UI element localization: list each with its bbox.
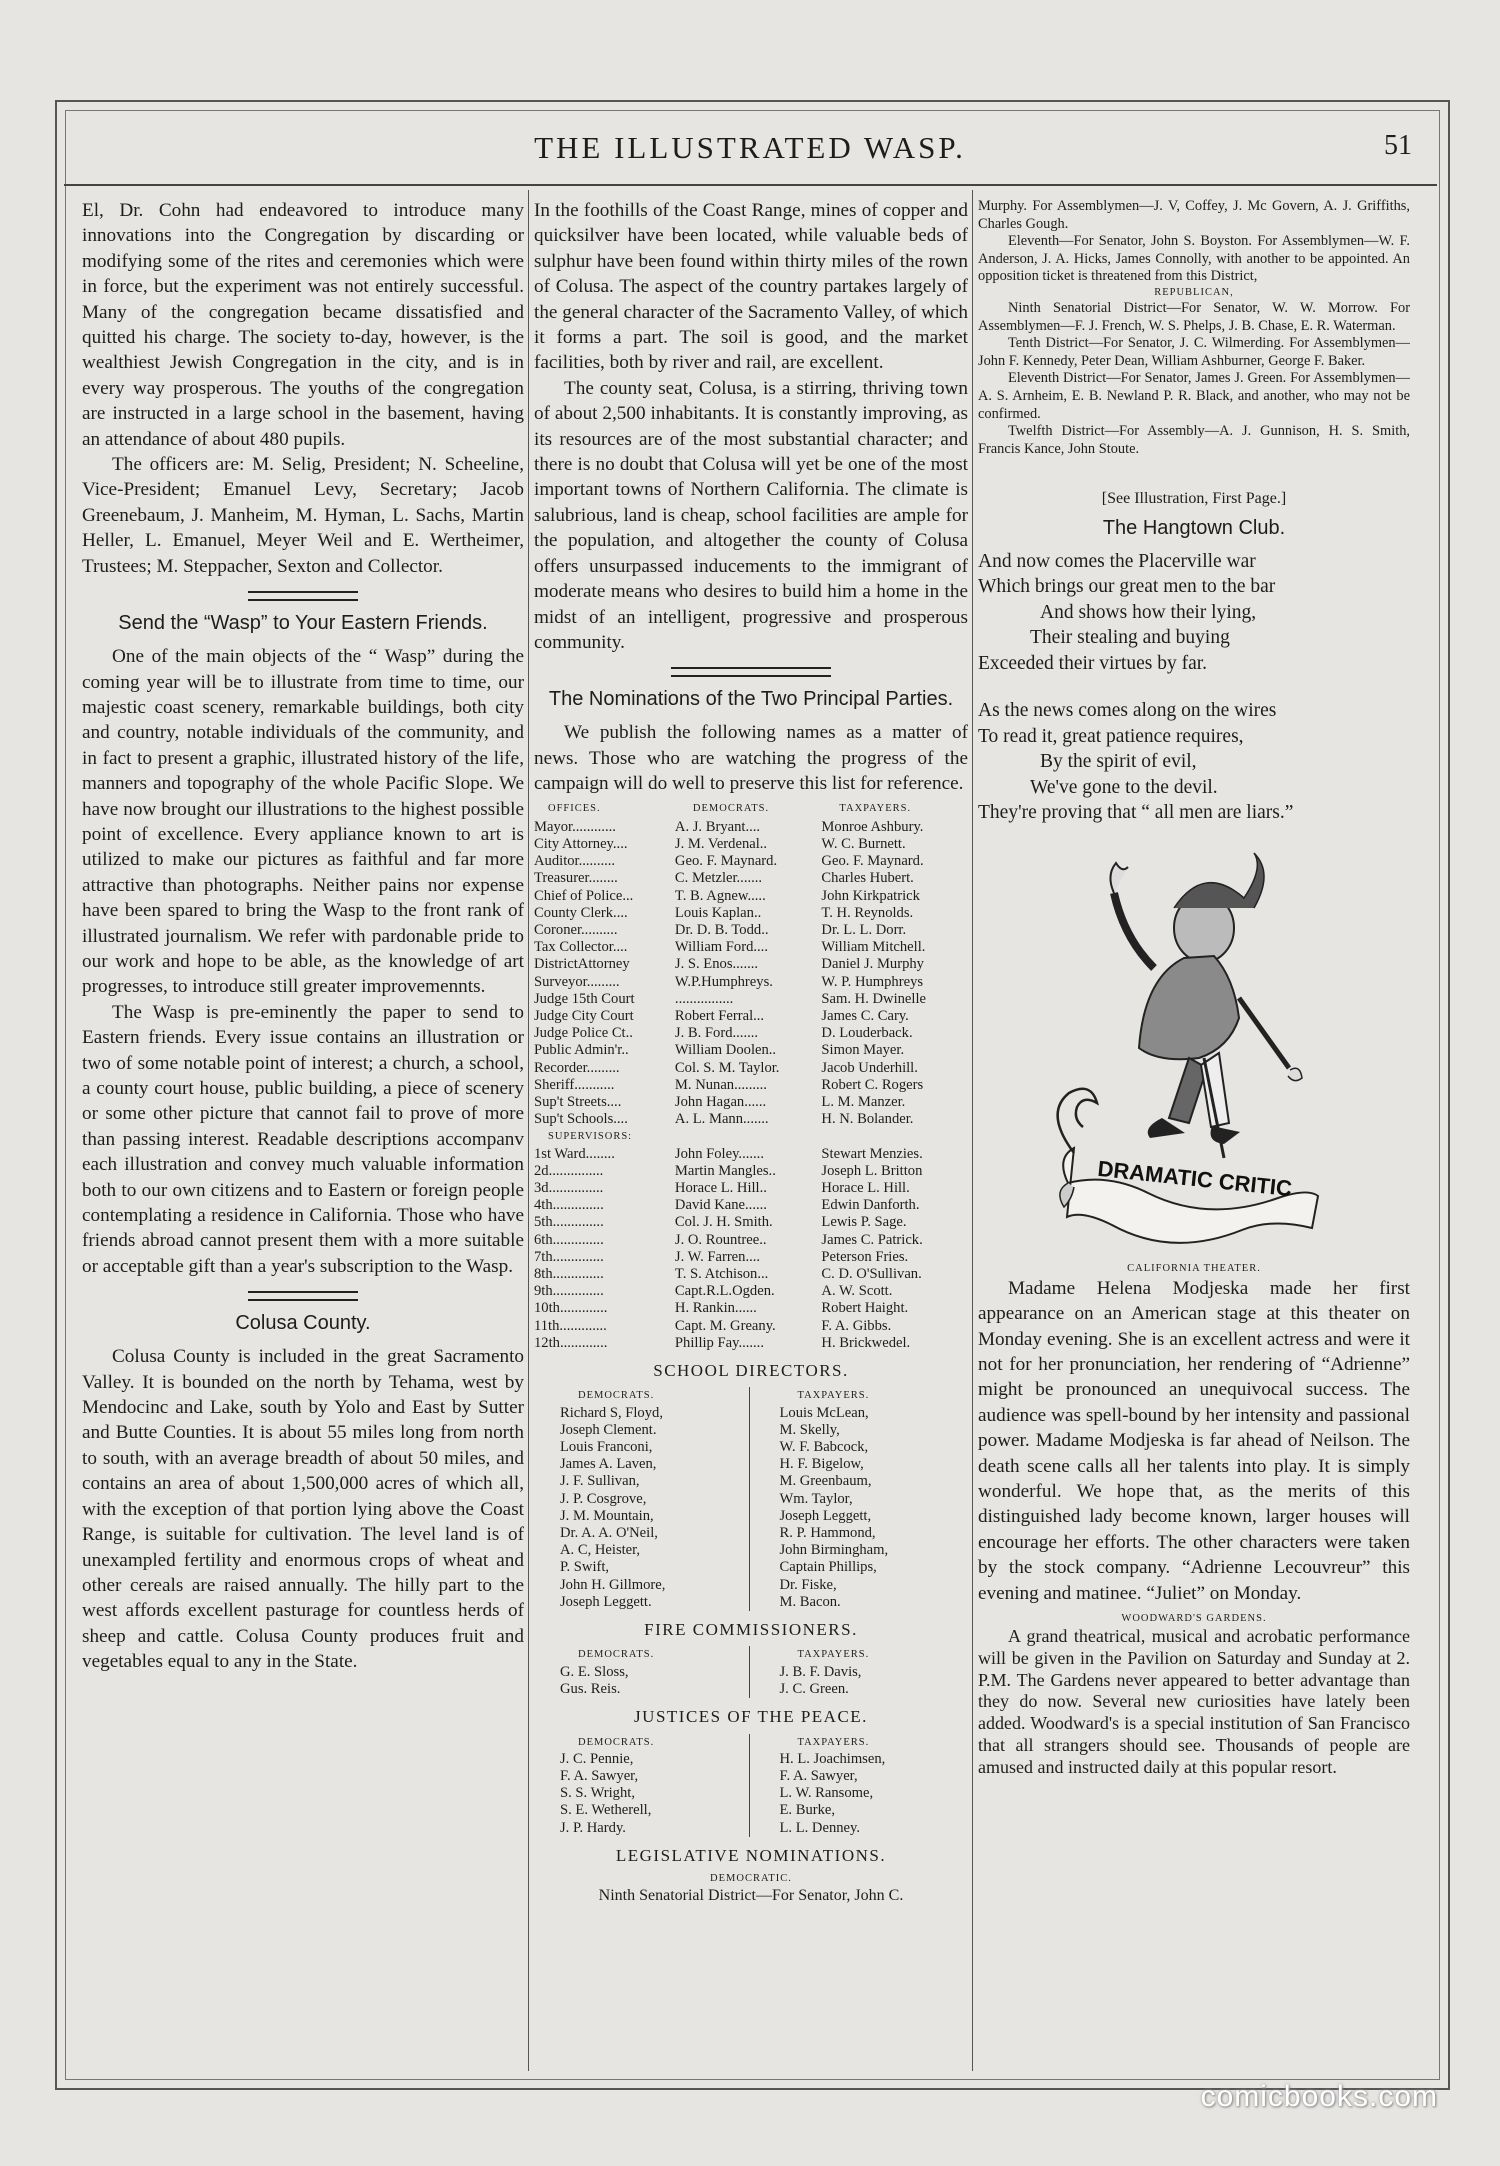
table-cell: 8th.............. — [534, 1266, 604, 1283]
table-cell: ................ — [674, 990, 734, 1007]
list-item: L. L. Denney. — [779, 1819, 861, 1836]
list-item: Louis Franconi, — [560, 1439, 653, 1456]
section-rule — [671, 667, 831, 677]
table-row — [534, 1283, 968, 1300]
table-cell: T. B. Agnew..... — [674, 887, 766, 904]
nominations-heading: The Nominations of the Two Principal Parties. — [548, 688, 954, 711]
table-cell: 7th.............. — [534, 1248, 604, 1265]
table-cell: William Mitchell. — [821, 939, 926, 956]
table-cell: W. C. Burnett. — [821, 835, 906, 852]
table-cell: A. J. Bryant.... — [674, 818, 761, 835]
table-row — [534, 853, 968, 870]
table-header-cell: OFFICES. — [548, 802, 601, 814]
table-cell: Louis Kaplan.. — [674, 904, 762, 921]
table-cell: Col. S. M. Taylor. — [674, 1059, 780, 1076]
table-cell: James C. Cary. — [821, 1007, 909, 1024]
fire-commissioners-title: FIRE COMMISSIONERS. — [644, 1620, 858, 1640]
list-item: M. Greenbaum, — [779, 1473, 872, 1490]
table-row — [534, 1042, 968, 1059]
table-cell: Sheriff........... — [534, 1076, 615, 1093]
banner-text: DRAMATIC CRITIC — [1096, 1155, 1294, 1201]
table-cell: 12th............. — [534, 1334, 608, 1351]
list-item: G. E. Sloss, — [560, 1663, 629, 1680]
column-1 — [82, 198, 524, 2061]
republican-ninth: Ninth Senatorial District—For Senator, W. W. Morrow. For Assemblymen—F. J. French, W. S. Phelps, J. B. Chase, E. R. Waterman. — [978, 299, 1410, 334]
dramatic-critic-illustration — [1054, 848, 1334, 1248]
list-item: Wm. Taylor, — [779, 1490, 853, 1507]
table-cell: Surveyor......... — [534, 973, 620, 990]
justices-title: JUSTICES OF THE PEACE. — [634, 1707, 868, 1727]
table-cell: William Doolen.. — [674, 1042, 777, 1059]
poem-line: Which brings our great men to the bar — [978, 576, 1276, 598]
table-row — [534, 1232, 968, 1249]
table-cell: C. D. O'Sullivan. — [821, 1266, 922, 1283]
republican-label: REPUBLICAN, — [1154, 286, 1234, 298]
list-item: Joseph Clement. — [560, 1421, 657, 1438]
table-cell: M. Nunan......... — [674, 1076, 767, 1093]
poem-line: By the spirit of evil, — [1040, 751, 1197, 773]
table-cell: Martin Mangles.. — [674, 1162, 776, 1179]
table-cell: Sup't Schools.... — [534, 1111, 628, 1128]
watermark-text: comicbooks.com — [1200, 2080, 1438, 2113]
table-cell: J. S. Enos....... — [674, 956, 759, 973]
table-cell: Judge 15th Court — [534, 990, 635, 1007]
legislative-line: Ninth Senatorial District—For Senator, John C. — [598, 1887, 904, 1905]
table-cell: DistrictAttorney — [534, 956, 630, 973]
table-cell: Joseph L. Britton — [821, 1162, 923, 1179]
list-item: E. Burke, — [779, 1802, 836, 1819]
poem-line: And shows how their lying, — [1040, 601, 1257, 623]
table-cell: John Kirkpatrick — [821, 887, 920, 904]
poem-line: To read it, great patience requires, — [978, 725, 1244, 747]
list-item: J. P. Cosgrove, — [560, 1490, 647, 1507]
table-cell: Robert C. Rogers — [821, 1076, 924, 1093]
list-item: John Birmingham, — [779, 1542, 889, 1559]
justice-tax-head: TAXPAYERS. — [797, 1736, 870, 1748]
poem-line: We've gone to the devil. — [1030, 776, 1218, 798]
woodwards-gardens-title: WOODWARD'S GARDENS. — [1121, 1613, 1267, 1624]
table-cell: Lewis P. Sage. — [821, 1214, 907, 1231]
table-cell: 2d............... — [534, 1162, 604, 1179]
table-cell: J. W. Farren.... — [674, 1248, 761, 1265]
list-item: Richard S, Floyd, — [560, 1404, 663, 1421]
table-cell: Robert Ferral... — [674, 1007, 765, 1024]
list-item: H. F. Bigelow, — [779, 1456, 864, 1473]
table-cell: Sup't Streets.... — [534, 1093, 622, 1110]
masthead — [70, 122, 1430, 182]
column-3 — [978, 198, 1410, 2061]
table-cell: Charles Hubert. — [821, 870, 914, 887]
table-cell: A. W. Scott. — [821, 1283, 893, 1300]
list-item: P. Swift, — [560, 1559, 610, 1576]
justices-list — [534, 1734, 968, 1837]
nominations-table — [534, 797, 968, 1353]
table-row — [534, 888, 968, 905]
list-item: Louis McLean, — [779, 1404, 869, 1421]
table-cell: H. N. Bolander. — [821, 1111, 914, 1128]
table-cell: Edwin Danforth. — [821, 1197, 920, 1214]
table-cell: John Foley....... — [674, 1145, 764, 1162]
table-cell: Jacob Underhill. — [821, 1059, 918, 1076]
legislative-democratic-label: DEMOCRATIC. — [710, 1873, 792, 1885]
send-wasp-paragraph-2: The Wasp is pre-eminently the paper to send to Eastern friends. Every issue contains an illustration or two of some notable point of interest; a church, a school, a county court house, public building, a piece of scenery or some other picture that cannot fail to prove of more than passing interest. Readable descriptions accompanv each illustration and convey much valuable information both to our own citizens and to Eastern or foreign people contemplating a residence in California. Those who have friends abroad cannot present them with a more suitable or acceptable gift than a year's subscription to the Wasp. — [82, 1001, 524, 1277]
nominations-intro: We publish the following names as a matter of news. Those who are watching the progress of the campaign will do well to preserve this list for reference. — [534, 722, 968, 795]
list-item: S. S. Wright, — [560, 1785, 635, 1802]
table-cell: Recorder......... — [534, 1059, 620, 1076]
legislative-eleventh: Eleventh—For Senator, John S. Boyston. For Assemblymen—W. F. Anderson, J. A. Hicks, James Connolly, with another to be appointed. An opposition ticket is threatened from this District, — [978, 233, 1410, 285]
table-cell: H. Brickwedel. — [821, 1334, 911, 1351]
masthead-title: THE ILLUSTRATED WASP. — [534, 130, 966, 165]
table-row — [534, 1077, 968, 1094]
list-item: J. C. Pennie, — [560, 1750, 634, 1767]
column-divider-2 — [972, 190, 973, 2071]
table-cell: Phillip Fay....... — [674, 1334, 764, 1351]
table-cell: William Ford.... — [674, 939, 768, 956]
list-item: J. B. F. Davis, — [779, 1663, 862, 1680]
table-row — [534, 939, 968, 956]
colusa-paragraph: Colusa County is included in the great Sacramento Valley. It is bounded on the north by Tehama, west by Mendocinc and Lake, south by Yolo and East by Sutter and Butte Counties. It is about 55 miles long from north to south, with an average breadth of about 50 miles, and contains an area of about 1,500,000 acres of which all, with the exception of that portion lying above the Coast Range, is suitable for cultivation. The level land is of unexampled fertility and enormous crops of wheat and other cereals are raised annually. The hilly part to the west affords excellent pasturage for countless herds of sheep and cattle. Colusa County produces fruit and vegetables equal to any in the State. — [82, 1346, 524, 1673]
list-item: F. A. Sawyer, — [560, 1767, 639, 1784]
republican-tenth: Tenth District—For Senator, J. C. Wilmerding. For Assemblymen—John F. Kennedy, Peter Dean, William Ashburner, George F. Baker. — [978, 335, 1410, 369]
table-cell: T. S. Atchison... — [674, 1266, 769, 1283]
school-tax-head: TAXPAYERS. — [797, 1390, 870, 1402]
woodwards-paragraph: A grand theatrical, musical and acrobatic performance will be given in the Pavilion on Saturday and Sunday at 2. P.M. The Gardens never appeared to better advantage than they do now. Several new curiosities have lately been added. Woodward's is a special institution of San Francisco that all strangers should see. Thousands of people are amused and instructed daily at this popular resort. — [978, 1626, 1410, 1777]
table-cell: A. L. Mann....... — [674, 1111, 769, 1128]
table-cell: David Kane...... — [674, 1197, 767, 1214]
section-rule — [248, 1291, 358, 1301]
table-cell: 10th............. — [534, 1300, 608, 1317]
table-row — [534, 991, 968, 1008]
table-row — [534, 1214, 968, 1231]
table-row — [534, 974, 968, 991]
table-cell: J. B. Ford....... — [674, 1025, 759, 1042]
hangtown-poem-stanza-1 — [978, 549, 1410, 677]
table-cell: Public Admin'r.. — [534, 1042, 629, 1059]
list-item: Captain Phillips, — [779, 1559, 877, 1576]
table-cell: Geo. F. Maynard. — [674, 853, 778, 870]
column-2 — [534, 198, 968, 2061]
republican-twelfth: Twelfth District—For Assembly—A. J. Gunnison, H. S. Smith, Francis Kance, John Stoute. — [978, 423, 1410, 457]
list-item: R. P. Hammond, — [779, 1525, 876, 1542]
send-wasp-paragraph-1: One of the main objects of the “ Wasp” during the coming year will be to illustrate from time to time, our majestic coast scenery, remarkable buildings, both city and country, notable individuals of the community, and in fact to present a graphic, illustrated history of the life, manners and topography of the whole Pacific Slope. We have now brought our illustrations to the highest possible point of excellence. Every appliance known to art is utilized to make our pictures as faithful and far more attractive than photographs. Neither pains nor expense have been spared to bring the Wasp to the front rank of illustrated journalism. We refer with pardonable pride to our work and hope to be able, as the knowledge of art progresses, to introduce still greater improvemennts. — [82, 646, 524, 998]
see-illustration-note: [See Illustration, First Page.] — [1101, 490, 1287, 508]
table-cell: C. Metzler....... — [674, 870, 763, 887]
table-row — [534, 1180, 968, 1197]
legislative-murphy: Murphy. For Assemblymen—J. V, Coffey, J. Mc Govern, A. J. Griffiths, Charles Gough. — [978, 198, 1410, 232]
table-cell: Dr. D. B. Todd.. — [674, 921, 769, 938]
poem-line: As the news comes along on the wires — [978, 700, 1277, 722]
list-item: H. L. Joachimsen, — [779, 1750, 886, 1767]
list-item: F. A. Sawyer, — [779, 1767, 858, 1784]
table-cell: 11th............. — [534, 1317, 607, 1334]
table-cell: 3d............... — [534, 1180, 604, 1196]
table-cell: Dr. L. L. Dorr. — [821, 921, 907, 938]
modjeska-review: Madame Helena Modjeska made her first appearance on an American stage at this theater on Monday evening. She is an excellent actress and were it not for her pronunciation, her rendering of “Adrienne” might be pronounced an unequivocal success. The audience was spell-bound by her intensity and passional power. Madame Modjeska is far ahead of Neilson. The death scene calls all her talents into play. It is simply wonderful. We hope that, as the merits of this distinguished lady become known, larger houses will encourage her efforts. The other characters were taken by the stock company. “Adrienne Lecouvreur” this evening and matinee. “Juliet” on Monday. — [978, 1277, 1410, 1604]
table-row — [534, 905, 968, 922]
table-row — [534, 1111, 968, 1128]
table-cell: Coroner.......... — [534, 921, 618, 938]
list-item: W. F. Babcock, — [779, 1439, 869, 1456]
section-rule — [248, 591, 358, 601]
list-item: Joseph Leggett, — [779, 1507, 872, 1524]
table-cell: L. M. Manzer. — [821, 1093, 906, 1110]
table-header-cell: TAXPAYERS. — [839, 802, 912, 814]
table-cell: 6th.............. — [534, 1231, 604, 1248]
table-cell: Daniel J. Murphy — [821, 956, 924, 973]
table-cell: Mayor............ — [534, 818, 616, 835]
fire-tax-head: TAXPAYERS. — [797, 1649, 870, 1661]
table-cell: Chief of Police... — [534, 887, 634, 904]
list-item: Dr. Fiske, — [779, 1576, 837, 1593]
table-cell: Robert Haight. — [821, 1300, 909, 1317]
congregation-paragraph: El, Dr. Cohn had endeavored to introduce many innovations into the Congregation by discarding or modifying some of the rites and ceremonies which were in force, but the experiment was not entirely successful. Many of the congregation became dissatisfied and quitted his charge. The society to-day, however, is the wealthiest Jewish Congregation in the city, and is in every way prosperous. The youths of the congregation are instructed in a large school in the basement, having an attendance of about 480 pupils. — [82, 200, 524, 450]
table-header-cell: DEMOCRATS. — [692, 802, 770, 814]
table-cell: Auditor.......... — [534, 853, 616, 870]
table-row — [534, 870, 968, 887]
list-item: L. W. Ransome, — [779, 1785, 874, 1802]
table-cell: Monroe Ashbury. — [821, 818, 924, 835]
list-item: J. P. Hardy. — [560, 1819, 626, 1836]
fire-dem-head: DEMOCRATS. — [578, 1649, 655, 1661]
table-cell: 5th.............. — [534, 1214, 604, 1231]
table-cell: Judge City Court — [534, 1007, 634, 1024]
list-item: J. F. Sullivan, — [560, 1473, 640, 1490]
table-cell: H. Rankin...... — [674, 1300, 757, 1317]
colusa-heading: Colusa County. — [235, 1312, 371, 1335]
table-cell: Tax Collector.... — [534, 939, 628, 956]
table-cell: 4th.............. — [534, 1197, 604, 1214]
school-directors-title: SCHOOL DIRECTORS. — [653, 1361, 849, 1381]
table-cell: Horace L. Hill.. — [674, 1180, 767, 1196]
hangtown-poem-stanza-2 — [978, 698, 1410, 826]
list-item: M. Bacon. — [779, 1593, 841, 1610]
table-cell: Capt.R.L.Ogden. — [674, 1283, 775, 1300]
table-cell: Judge Police Ct.. — [534, 1025, 633, 1042]
table-row — [534, 1094, 968, 1111]
masthead-rule — [64, 184, 1437, 186]
table-cell: Simon Mayer. — [821, 1042, 905, 1059]
page-number: 51 — [1384, 130, 1412, 161]
list-item: Dr. A. A. O'Neil, — [560, 1525, 658, 1542]
table-row — [534, 819, 968, 836]
table-cell: J. O. Rountree.. — [674, 1231, 767, 1248]
fire-commissioners-list — [534, 1646, 968, 1698]
table-cell: D. Louderback. — [821, 1025, 913, 1042]
table-row — [534, 1060, 968, 1077]
hangtown-heading: The Hangtown Club. — [1102, 516, 1286, 539]
table-cell: City Attorney.... — [534, 835, 628, 852]
list-item: John H. Gillmore, — [560, 1576, 666, 1593]
table-cell: Stewart Menzies. — [821, 1145, 923, 1162]
column-divider-1 — [528, 190, 529, 2071]
list-item: Gus. Reis. — [560, 1680, 621, 1697]
table-cell: J. M. Verdenal.. — [674, 835, 768, 852]
table-cell: Sam. H. Dwinelle — [821, 990, 926, 1007]
send-wasp-heading: Send the “Wasp” to Your Eastern Friends. — [118, 612, 488, 635]
table-cell: James C. Patrick. — [821, 1231, 923, 1248]
table-cell: T. H. Reynolds. — [821, 904, 914, 921]
list-item: A. C, Heister, — [560, 1542, 641, 1559]
table-row — [534, 956, 968, 973]
table-row — [534, 1249, 968, 1266]
table-cell: 9th.............. — [534, 1283, 604, 1300]
table-cell: John Hagan...... — [674, 1093, 767, 1110]
colusa-continued-paragraph: In the foothills of the Coast Range, mines of copper and quicksilver have been located, while valuable beds of sulphur have been found within thirty miles of the rown of Colusa. The aspect of the country partakes largely of the general character of the Sacramento Valley, of which it forms a part. The soil is good, and the market facilities, both by river and rail, are excellent. — [534, 200, 968, 374]
table-row — [534, 1146, 968, 1163]
table-row — [534, 1266, 968, 1283]
list-item: S. E. Wetherell, — [560, 1802, 652, 1819]
officers-paragraph: The officers are: M. Selig, President; N. Scheeline, Vice-President; Emanuel Levy, Secretary; Jacob Greenebaum, J. Manheim, M. Hyman, L. Sachs, Martin Heller, L. Emanuel, Meyer Weil and E. Wertheimer, Trustees; M. Steppacher, Sexton and Collector. — [82, 454, 524, 577]
table-cell: Treasurer........ — [534, 870, 618, 887]
poem-line: And now comes the Placerville war — [978, 550, 1256, 572]
california-theater-title: CALIFORNIA THEATER. — [1127, 1262, 1261, 1274]
table-cell: W.P.Humphreys. — [674, 973, 773, 990]
table-cell: Geo. F. Maynard. — [821, 853, 924, 870]
table-row — [534, 1335, 968, 1352]
legislative-title: LEGISLATIVE NOMINATIONS. — [615, 1845, 887, 1865]
table-cell: 1st Ward........ — [534, 1145, 615, 1162]
poem-line: They're proving that “ all men are liars.” — [978, 802, 1294, 824]
republican-eleventh: Eleventh District—For Senator, James J. Green. For Assemblymen—A. S. Arnheim, E. B. Newland P. R. Black, and another, who may not be confirmed. — [978, 370, 1410, 422]
list-item: J. M. Mountain, — [560, 1507, 654, 1524]
table-row — [534, 1300, 968, 1317]
table-row — [534, 922, 968, 939]
table-row — [534, 1008, 968, 1025]
list-item: James A. Laven, — [560, 1456, 657, 1473]
table-row — [534, 1197, 968, 1214]
table-cell: Col. J. H. Smith. — [674, 1214, 773, 1231]
table-cell: Peterson Fries. — [821, 1248, 909, 1265]
table-cell: W. P. Humphreys — [821, 973, 924, 990]
table-row — [534, 1318, 968, 1335]
list-item: M. Skelly, — [779, 1421, 840, 1438]
list-item: J. C. Green. — [779, 1680, 849, 1697]
table-row — [534, 1163, 968, 1180]
poem-line: Their stealing and buying — [1030, 627, 1230, 649]
table-cell: F. A. Gibbs. — [821, 1317, 892, 1334]
table-cell: Horace L. Hill. — [821, 1180, 910, 1196]
table-cell: Capt. M. Greany. — [674, 1317, 776, 1334]
school-directors-list — [534, 1387, 968, 1611]
table-cell: County Clerk.... — [534, 904, 628, 921]
supervisors-label: SUPERVISORS: — [548, 1131, 633, 1143]
poem-line: Exceeded their virtues by far. — [978, 652, 1208, 674]
county-seat-paragraph: The county seat, Colusa, is a stirring, thriving town of about 2,500 inhabitants. It is constantly improving, as its resources are of the most substantial character; and there is no doubt that Colusa will yet be one of the most important towns of Northern California. The climate is salubrious, land is cheap, school facilities are ample for the population, and altogether the county of Colusa offers unsurpassed inducements to the immigrant of moderate means who desires to build him a home in the midst of an intelligent, progressive and prosperous community. — [534, 377, 968, 653]
list-item: Joseph Leggett. — [560, 1593, 652, 1610]
school-dem-head: DEMOCRATS. — [578, 1390, 655, 1402]
table-row — [534, 1025, 968, 1042]
table-row — [534, 836, 968, 853]
justice-dem-head: DEMOCRATS. — [578, 1736, 655, 1748]
